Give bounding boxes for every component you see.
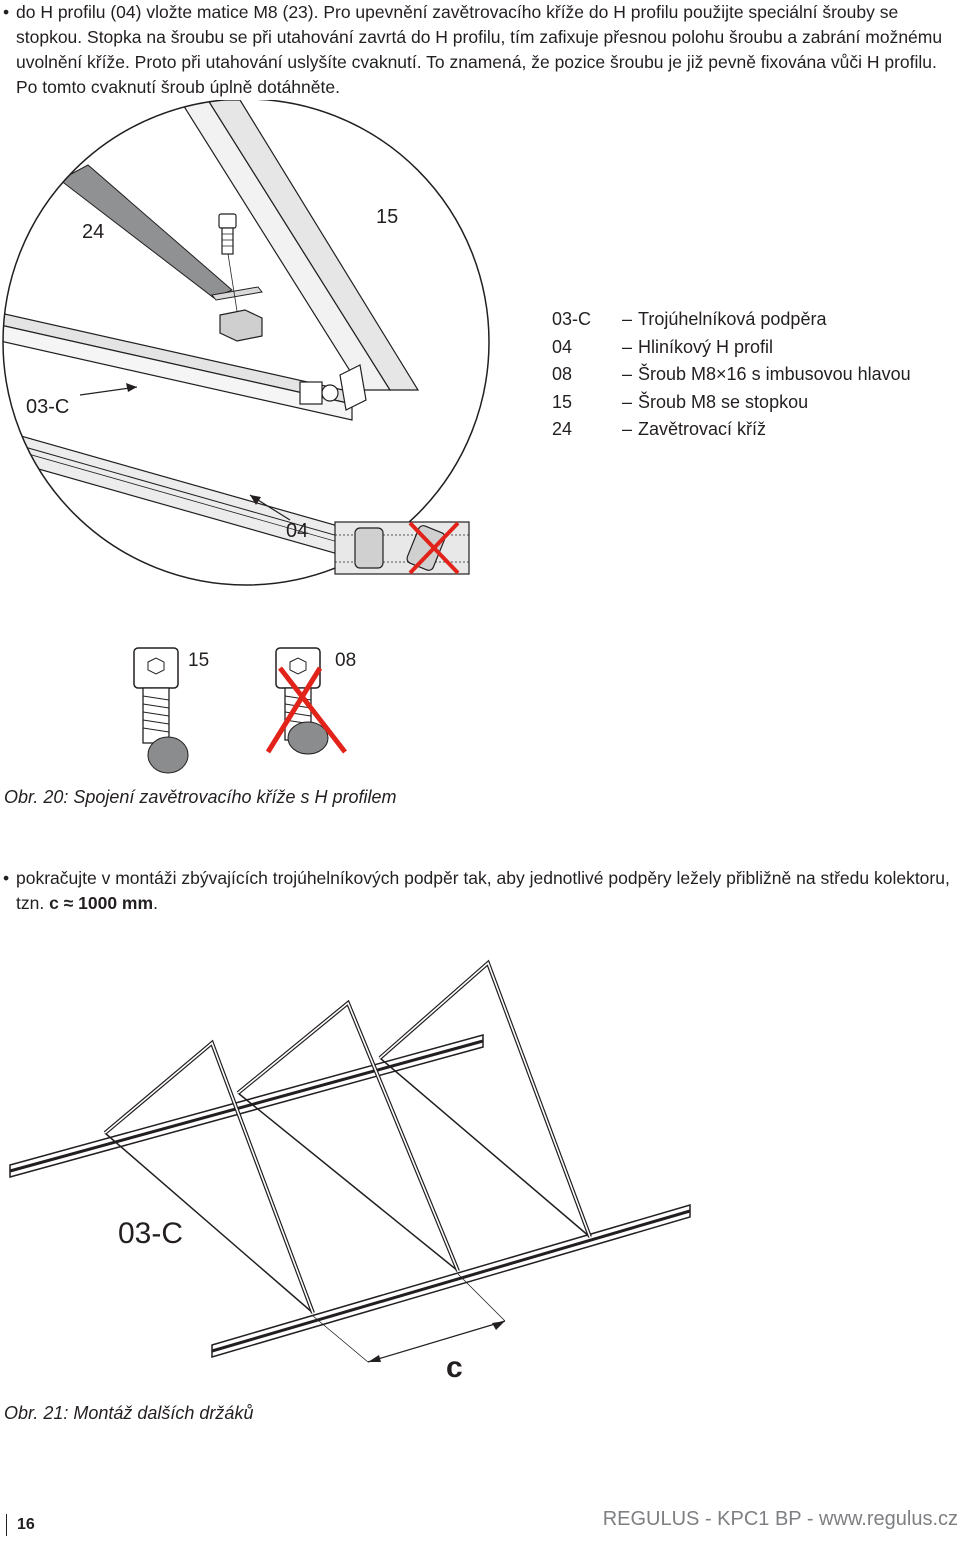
label-bolt-08: 08 — [335, 650, 357, 671]
label-03c: 03-C — [26, 396, 70, 418]
intro-paragraph — [3, 0, 950, 100]
figure-20-legend — [552, 306, 911, 444]
label-24: 24 — [82, 221, 105, 243]
step-text — [10, 866, 950, 916]
legend-row — [552, 389, 911, 417]
bolt-15-illustration — [134, 648, 188, 773]
nut-orientation-detail — [335, 522, 469, 574]
step-text-bold: c ≈ 1000 mm — [49, 893, 154, 913]
legend-row — [552, 416, 911, 444]
figure-21-diagram — [0, 950, 960, 1400]
footer-brand: REGULUS - KPC1 BP - www.regulus.cz — [602, 1508, 958, 1530]
legend-code: 04 — [552, 336, 573, 357]
legend-code: 03-C — [552, 309, 592, 329]
bullet: • — [3, 868, 10, 888]
step-text-main: pokračujte v montáži zbývajících trojúhelníkových podpěr tak, aby jednotlivé podpěry ležely přibližně na středu kolektoru, tzn. — [16, 868, 950, 913]
label-04: 04 — [286, 520, 309, 542]
page-number: 16 — [6, 1514, 35, 1536]
legend-desc: Trojúhelníková podpěra — [638, 309, 827, 329]
label-15: 15 — [376, 206, 399, 228]
label-c: c — [446, 1351, 463, 1384]
intro-text: do H profilu (04) vložte matice M8 (23). Pro upevnění zavětrovacího kříže do H profilu použijte speciální šrouby se stopkou. Stopka na šroubu se při utahování zavrtá do H profilu, tím zafixuje přesnou polohu šroubu a zabrání možnému uvolnění kříže. Proto při utahování uslyšíte cvaknutí. To znamená, že pozice šroubu je již pevně fixována vůči H profilu. Po tomto cvaknutí šroub úplně dotáhněte. — [16, 2, 943, 97]
bolt-08-illustration — [268, 648, 345, 754]
legend-code: 24 — [552, 419, 573, 439]
legend-desc: Šroub M8 se stopkou — [638, 391, 809, 412]
figure-21-caption: Obr. 21: Montáž dalších držáků — [4, 1403, 254, 1423]
figure-20-caption: Obr. 20: Spojení zavětrovacího kříže s H profilem — [4, 787, 397, 807]
bullet: • — [3, 2, 10, 22]
legend-desc: Zavětrovací kříž — [638, 419, 767, 439]
legend-row — [552, 334, 911, 362]
legend-dash: – — [622, 336, 633, 357]
legend-dash: – — [622, 364, 633, 384]
legend-row — [552, 361, 911, 389]
step-paragraph — [3, 866, 950, 916]
legend-dash: – — [622, 419, 633, 439]
legend-dash: – — [622, 391, 633, 412]
legend-row — [552, 306, 911, 334]
legend-desc: Šroub M8×16 s imbusovou hlavou — [638, 364, 911, 384]
step-text-end: . — [153, 893, 158, 913]
label-bolt-15: 15 — [188, 650, 210, 671]
legend-desc: Hliníkový H profil — [638, 336, 774, 357]
legend-dash: – — [622, 309, 633, 329]
legend-code: 15 — [552, 391, 573, 412]
legend-code: 08 — [552, 364, 573, 384]
label-03c-fig21: 03-C — [118, 1217, 184, 1250]
